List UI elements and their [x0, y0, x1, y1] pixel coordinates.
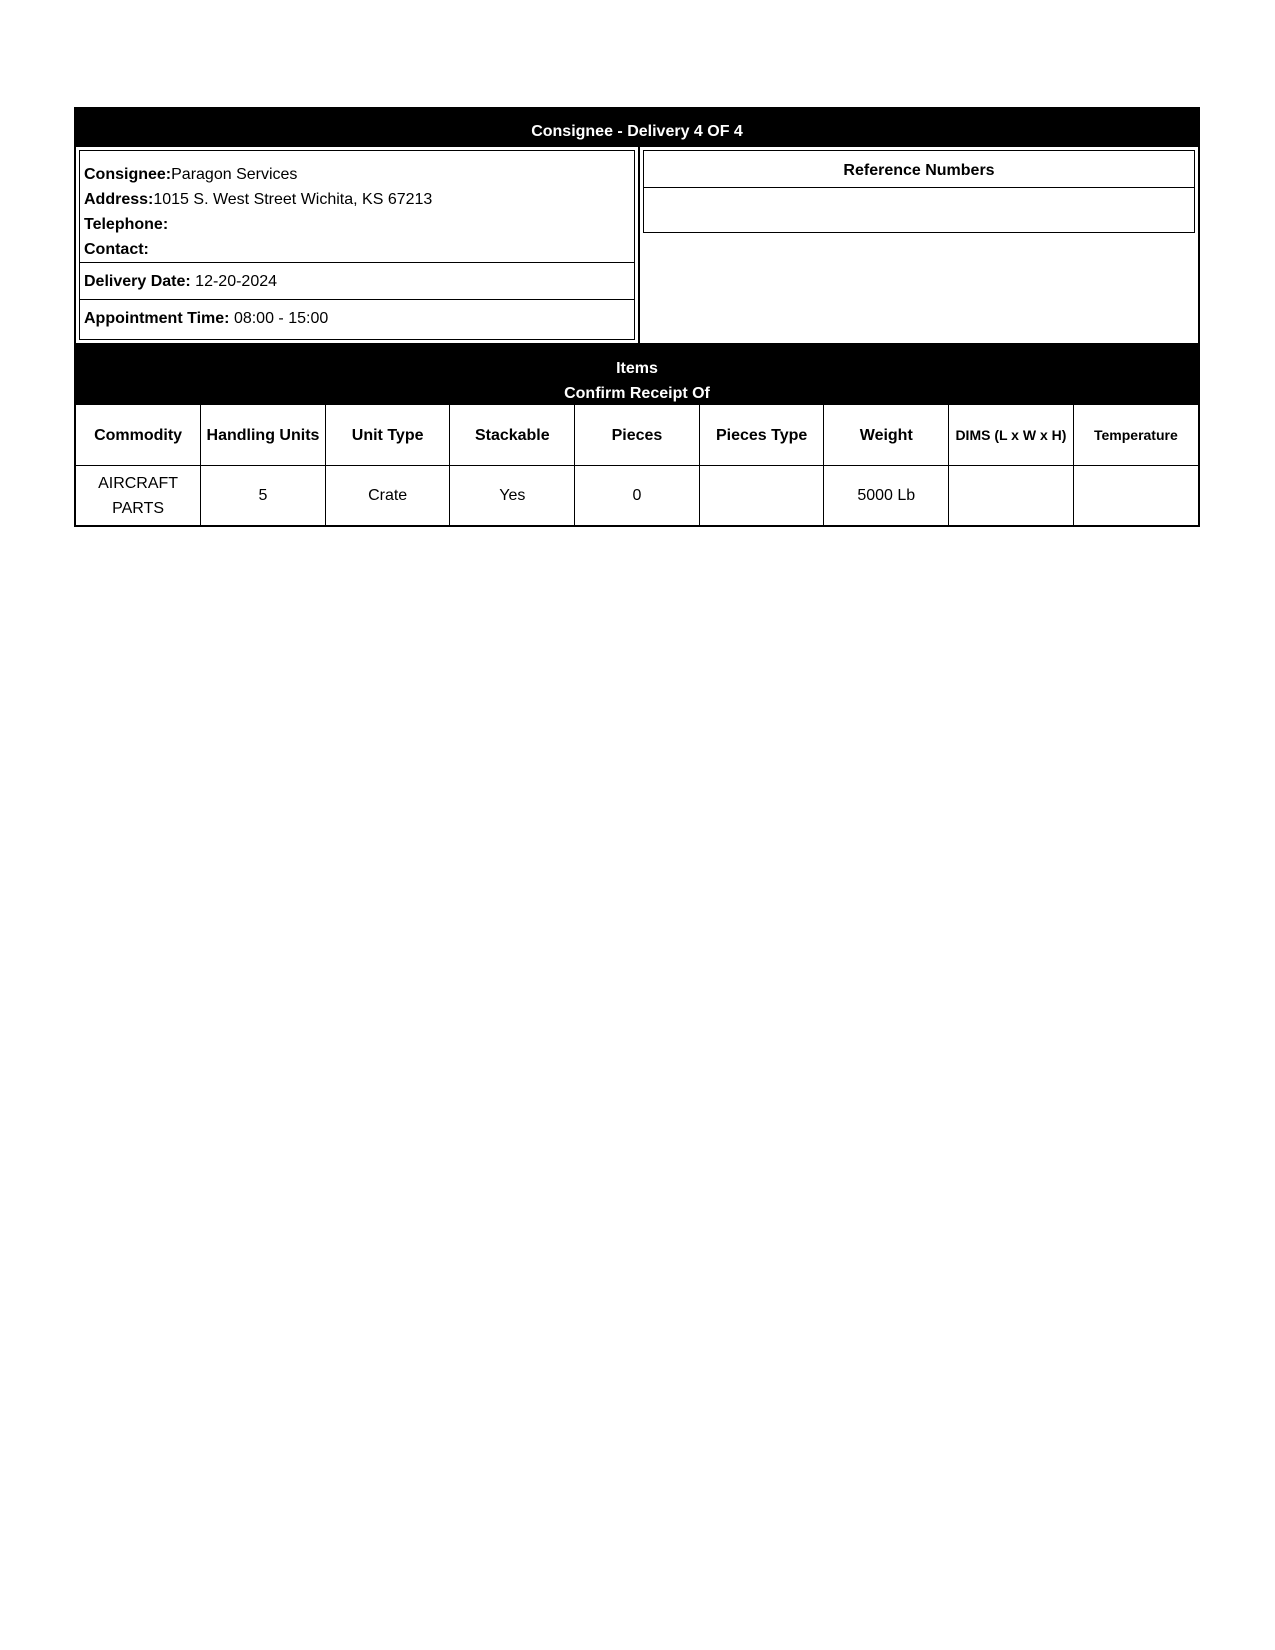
cell-handling-units: 5 — [201, 466, 326, 526]
delivery-date-value: 12-20-2024 — [195, 273, 278, 290]
cell-unit-type: Crate — [325, 466, 450, 526]
column-header-pieces-type: Pieces Type — [699, 405, 824, 466]
appointment-time-label: Appointment Time: — [84, 310, 230, 327]
delivery-title: Consignee - Delivery 4 OF 4 — [531, 123, 743, 140]
contact-line — [84, 237, 630, 262]
items-table — [76, 405, 1198, 525]
cell-temperature — [1073, 466, 1198, 526]
appointment-time-value: 08:00 - 15:00 — [233, 310, 329, 327]
reference-column — [640, 147, 1198, 343]
address-label: Address: — [84, 191, 154, 208]
items-subtitle: Confirm Receipt Of — [564, 385, 710, 402]
cell-commodity: AIRCRAFT PARTS — [76, 466, 201, 526]
cell-dims — [949, 466, 1074, 526]
consignee-contact-block — [80, 151, 634, 263]
consignee-box — [79, 150, 635, 340]
telephone-label: Telephone: — [84, 216, 169, 233]
address-line — [84, 187, 630, 212]
cell-stackable: Yes — [450, 466, 575, 526]
consignee-label: Consignee: — [84, 166, 172, 183]
items-header — [76, 343, 1198, 405]
column-header-weight: Weight — [824, 405, 949, 466]
reference-numbers-value — [644, 188, 1194, 232]
cell-pieces-type — [699, 466, 824, 526]
consignee-value: Paragon Services — [171, 166, 298, 183]
delivery-header — [76, 109, 1198, 146]
reference-numbers-box — [643, 150, 1195, 233]
column-header-commodity: Commodity — [76, 405, 201, 466]
items-title: Items — [616, 360, 658, 377]
telephone-line — [84, 212, 630, 237]
column-header-handling-units: Handling Units — [201, 405, 326, 466]
delivery-info-section — [76, 146, 1198, 343]
column-header-pieces: Pieces — [575, 405, 700, 466]
delivery-sheet — [74, 107, 1200, 527]
delivery-date-row — [80, 263, 634, 300]
contact-label: Contact: — [84, 241, 149, 258]
consignee-line — [84, 162, 630, 187]
appointment-time-row — [80, 300, 634, 339]
address-value: 1015 S. West Street Wichita, KS 67213 — [153, 191, 433, 208]
column-header-unit-type: Unit Type — [325, 405, 450, 466]
cell-pieces: 0 — [575, 466, 700, 526]
cell-weight: 5000 Lb — [824, 466, 949, 526]
column-header-temperature: Temperature — [1073, 405, 1198, 466]
items-header-row — [76, 405, 1198, 466]
table-row — [76, 466, 1198, 526]
reference-numbers-title: Reference Numbers — [644, 151, 1194, 188]
column-header-dims: DIMS (L x W x H) — [949, 405, 1074, 466]
column-header-stackable: Stackable — [450, 405, 575, 466]
consignee-column — [76, 147, 640, 343]
delivery-date-label: Delivery Date: — [84, 273, 191, 290]
